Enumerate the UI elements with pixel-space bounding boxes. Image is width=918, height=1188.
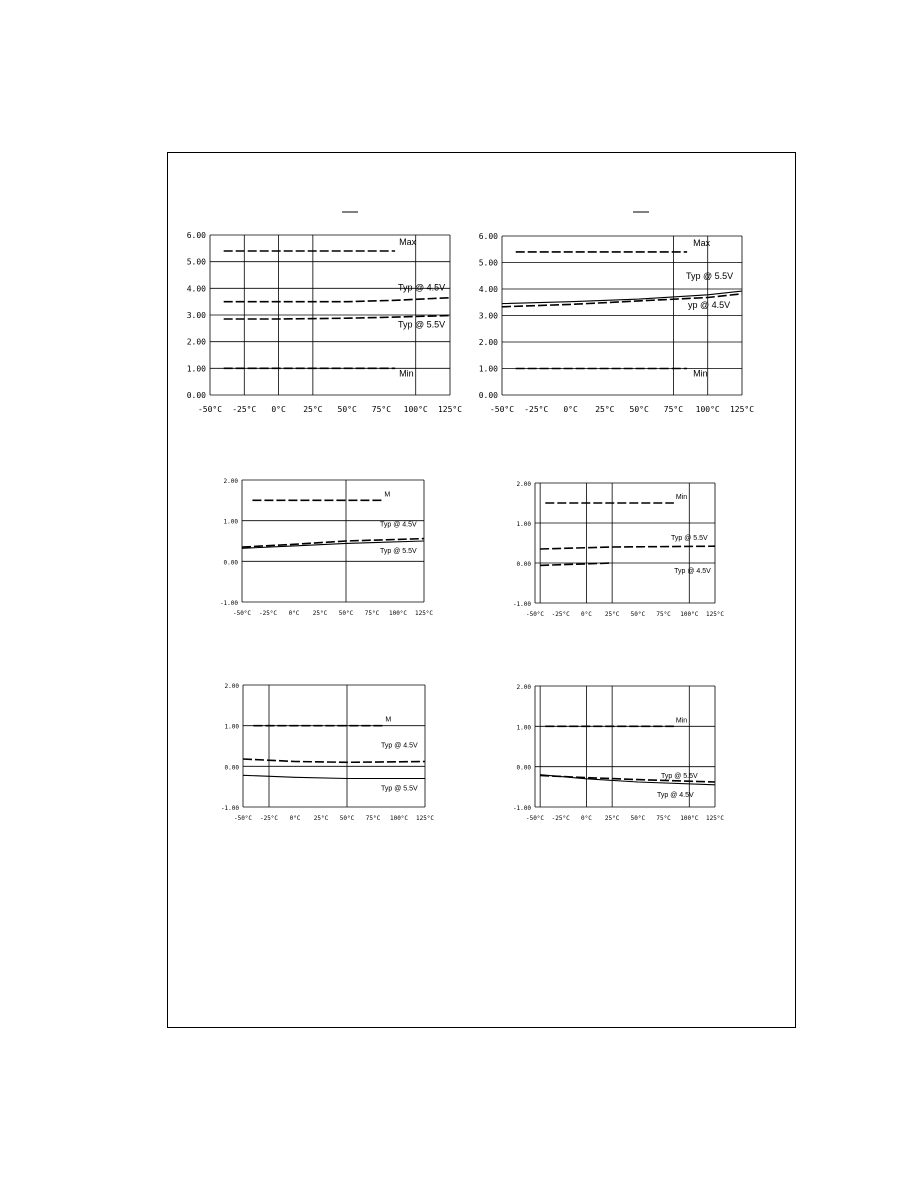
series-label: Typ @ 5.5V [398, 319, 446, 330]
y-tick-label: 2.00 [478, 338, 498, 347]
y-tick-label: 0.00 [516, 764, 531, 772]
y-tick-label: -1.00 [512, 805, 531, 812]
x-tick-label: 100°C [388, 610, 408, 617]
x-tick-label: 100°C [680, 815, 699, 822]
y-tick-label: 5.00 [186, 257, 206, 267]
chart-3 [220, 478, 433, 617]
series-label: yp @ 4.5V [688, 299, 731, 310]
series-label: Typ @ 5.5V [380, 548, 417, 555]
series-label: M [385, 716, 392, 724]
series-label: Typ @ 4.5V [381, 742, 418, 750]
series-label: Max [399, 237, 417, 247]
x-tick-label: 0°C [288, 610, 300, 617]
x-tick-label: 0°C [581, 815, 592, 822]
x-tick-label: -25°C [259, 815, 279, 822]
chart-1 [187, 212, 462, 414]
y-tick-label: 1.00 [224, 723, 239, 731]
chart-4 [513, 481, 724, 618]
x-tick-label: -50°C [525, 815, 545, 822]
y-tick-label: 2.00 [516, 684, 531, 691]
x-tick-label: 50°C [630, 611, 646, 618]
y-tick-label: -1.00 [219, 600, 238, 607]
x-tick-label: 75°C [371, 405, 392, 414]
x-tick-label: 50°C [338, 610, 354, 617]
x-tick-label: 25°C [604, 815, 620, 822]
series-label: Typ @ 4.5V [657, 791, 694, 799]
x-tick-label: -50°C [489, 405, 515, 414]
series-label: Typ @ 4.5V [380, 521, 417, 529]
x-tick-label: -25°C [258, 610, 278, 617]
y-tick-label: 0.00 [223, 559, 238, 567]
series-label: Min [675, 494, 688, 501]
x-tick-label: 50°C [630, 815, 646, 822]
series-label: Typ @ 4.5V [674, 568, 711, 575]
y-tick-label: 1.00 [186, 364, 206, 374]
x-tick-label: -25°C [551, 611, 570, 618]
x-tick-label: 100°C [695, 405, 720, 414]
series-label: Typ @ 4.5V [398, 282, 446, 293]
y-tick-label: 0.00 [224, 764, 239, 772]
x-tick-label: 0°C [581, 611, 592, 618]
x-tick-label: 50°C [339, 815, 355, 822]
y-tick-label: 4.00 [186, 284, 206, 294]
y-tick-label: 2.00 [516, 481, 531, 488]
x-tick-label: 100°C [389, 815, 409, 822]
x-tick-label: 75°C [663, 405, 684, 414]
series-label: M [384, 491, 391, 499]
y-tick-label: 3.00 [478, 311, 498, 321]
y-tick-label: 1.00 [478, 364, 498, 374]
x-tick-label: 125°C [437, 405, 463, 414]
y-tick-label: 1.00 [516, 724, 531, 732]
x-tick-label: 0°C [271, 405, 286, 414]
x-tick-label: 25°C [313, 815, 329, 822]
y-tick-label: 0.00 [478, 391, 498, 400]
y-tick-label: 5.00 [478, 258, 498, 268]
x-tick-label: 75°C [656, 611, 671, 618]
x-tick-label: 0°C [289, 815, 301, 822]
series-label: Typ @ 5.5V [661, 772, 698, 780]
y-tick-label: 1.00 [223, 518, 238, 526]
series-label: Max [693, 237, 711, 248]
series-label: Min [675, 717, 688, 725]
x-tick-label: 75°C [656, 815, 671, 822]
x-tick-label: 25°C [303, 405, 323, 414]
series-label: Typ @ 5.5V [686, 271, 734, 282]
chart-6 [513, 684, 724, 822]
series-label: Typ @ 5.5V [671, 535, 708, 543]
y-tick-label: 1.00 [516, 521, 531, 528]
series-line [243, 775, 425, 778]
x-tick-label: 25°C [604, 611, 620, 618]
series-line [242, 539, 424, 548]
y-tick-label: 2.00 [186, 337, 206, 347]
x-tick-label: 0°C [563, 405, 578, 414]
x-tick-label: 125°C [415, 815, 435, 822]
y-tick-label: -1.00 [512, 601, 531, 608]
y-tick-label: 4.00 [478, 285, 498, 294]
series-label: Min [399, 368, 414, 379]
y-tick-label: 3.00 [186, 311, 206, 320]
x-tick-label: -25°C [524, 405, 549, 414]
x-tick-label: 125°C [729, 405, 755, 414]
x-tick-label: 50°C [629, 405, 649, 414]
y-tick-label: 6.00 [186, 231, 206, 240]
x-tick-label: -25°C [232, 405, 257, 414]
series-label: Min [693, 368, 708, 379]
x-tick-label: -50°C [233, 815, 253, 822]
series-line [540, 546, 715, 549]
x-tick-label: -50°C [525, 611, 545, 618]
y-tick-label: -1.00 [220, 805, 239, 812]
x-tick-label: -50°C [232, 610, 252, 617]
x-tick-label: -25°C [551, 815, 570, 822]
x-tick-label: 100°C [680, 611, 699, 618]
x-tick-label: 50°C [337, 405, 357, 414]
x-tick-label: -50°C [197, 405, 223, 414]
x-tick-label: 75°C [365, 815, 381, 822]
y-tick-label: 2.00 [223, 478, 238, 485]
x-tick-label: 100°C [403, 405, 428, 414]
y-tick-label: 6.00 [478, 232, 498, 241]
x-tick-label: 125°C [414, 610, 434, 617]
x-tick-label: 125°C [705, 611, 725, 618]
y-tick-label: 0.00 [186, 391, 206, 400]
chart-2 [479, 212, 754, 414]
series-label: Typ @ 5.5V [381, 785, 418, 793]
series-line [243, 759, 425, 762]
y-tick-label: 0.00 [516, 561, 531, 568]
y-tick-label: 2.00 [224, 683, 239, 690]
x-tick-label: 75°C [364, 610, 380, 617]
x-tick-label: 25°C [595, 405, 615, 414]
chart-5 [221, 683, 434, 822]
x-tick-label: 125°C [705, 815, 725, 822]
x-tick-label: 25°C [312, 610, 328, 617]
